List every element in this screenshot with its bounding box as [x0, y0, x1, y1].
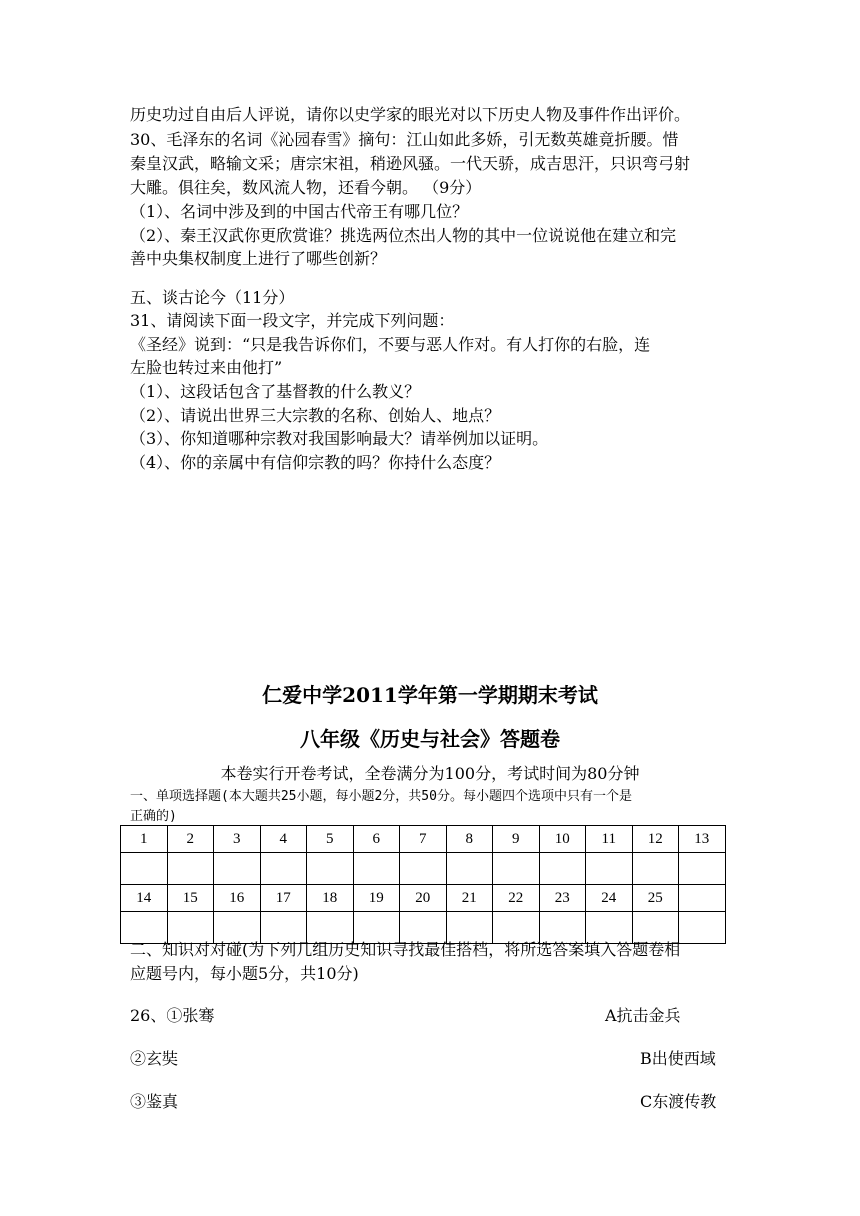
exam-instructions: 本卷实行开卷考试，全卷满分为100分，考试时间为80分钟 [220, 764, 640, 783]
q-number-cell: 15 [167, 885, 214, 912]
part2-heading-line1: 二、知识对对碰(为下列几组历史知识寻找最佳搭档，将所选答案填入答题卷相 [130, 940, 681, 959]
answer-cell[interactable] [307, 853, 354, 885]
q-number-cell: 8 [446, 826, 493, 853]
answer-cell[interactable] [400, 853, 447, 885]
answer-grid-blank-row [121, 853, 726, 885]
q30-line1: 30、毛泽东的名词《沁园春雪》摘句：江山如此多娇，引无数英雄竟折腰。惜 [130, 130, 679, 149]
answer-sheet-title: 八年级《历史与社会》答题卷 [300, 727, 560, 751]
q-number-cell: 23 [539, 885, 586, 912]
q-number-cell: 22 [493, 885, 540, 912]
answer-grid-number-row [121, 826, 726, 853]
q-number-cell: 14 [121, 885, 168, 912]
q-number-cell: 12 [632, 826, 679, 853]
q-number-cell: 16 [214, 885, 261, 912]
q-number-cell: 13 [679, 826, 726, 853]
q31-prompt: 31、请阅读下面一段文字，并完成下列问题： [130, 311, 455, 330]
answer-cell[interactable] [586, 853, 633, 885]
q-number-cell: 10 [539, 826, 586, 853]
part1-heading-line1: 一、单项选择题(本大题共25小题，每小题2分，共50分。每小题四个选项中只有一个是 [130, 789, 632, 804]
bible-quote-line1: 《圣经》说到：“只是我告诉你们，不要与恶人作对。有人打你的右脸，连 [130, 335, 651, 354]
answer-cell[interactable] [679, 912, 726, 944]
q-number-cell: 1 [121, 826, 168, 853]
q-number-cell: 18 [307, 885, 354, 912]
q-number-cell: 19 [353, 885, 400, 912]
q26-item-jianzhen: ③鉴真 [130, 1092, 179, 1111]
q-number-cell: 25 [632, 885, 679, 912]
answer-cell[interactable] [493, 853, 540, 885]
answer-cell[interactable] [167, 853, 214, 885]
q30-line2: 秦皇汉武，略输文采；唐宗宋祖，稍逊风骚。一代天骄，成吉思汗，只识弯弓射 [130, 154, 691, 173]
q-number-cell: 11 [586, 826, 633, 853]
q30-sub2-line1: （2）、秦王汉武你更欣赏谁？挑选两位杰出人物的其中一位说说他在建立和完 [130, 226, 677, 245]
q26-item-zhang-qian: 26、①张骞 [130, 1006, 215, 1025]
q-number-cell: 5 [307, 826, 354, 853]
q-number-cell: 6 [353, 826, 400, 853]
q-number-cell: 3 [214, 826, 261, 853]
q-number-cell: 21 [446, 885, 493, 912]
q31-sub4: （4）、你的亲属中有信仰宗教的吗？你持什么态度？ [130, 453, 501, 472]
q-number-cell: 2 [167, 826, 214, 853]
q-number-cell [679, 885, 726, 912]
part1-heading-line2: 正确的) [130, 809, 177, 824]
answer-cell[interactable] [679, 853, 726, 885]
answer-cell[interactable] [214, 853, 261, 885]
answer-cell[interactable] [260, 853, 307, 885]
part2-heading-line2: 应题号内，每小题5分，共10分) [130, 964, 359, 983]
answer-cell[interactable] [353, 853, 400, 885]
answer-grid [120, 825, 726, 944]
q26-option-b: B出使西域 [640, 1049, 716, 1068]
answer-cell[interactable] [632, 853, 679, 885]
q-number-cell: 20 [400, 885, 447, 912]
bible-quote-line2: 左脸也转过来由他打” [130, 358, 283, 377]
q31-sub3: （3）、你知道哪种宗教对我国影响最大？请举例加以证明。 [130, 429, 549, 448]
school-exam-title: 仁爱中学2011学年第一学期期末考试 [262, 683, 598, 707]
q-number-cell: 17 [260, 885, 307, 912]
section5-heading: 五、谈古论今（11分） [130, 288, 295, 307]
answer-grid-number-row [121, 885, 726, 912]
answer-cell[interactable] [121, 853, 168, 885]
answer-cell[interactable] [446, 853, 493, 885]
q-number-cell: 24 [586, 885, 633, 912]
q31-sub1: （1）、这段话包含了基督教的什么教义？ [130, 382, 421, 401]
q-number-cell: 9 [493, 826, 540, 853]
q-number-cell: 7 [400, 826, 447, 853]
q26-item-xuanzang: ②玄奘 [130, 1049, 179, 1068]
q26-option-c: C东渡传教 [640, 1092, 717, 1111]
q26-option-a: A抗击金兵 [605, 1006, 681, 1025]
answer-cell[interactable] [539, 853, 586, 885]
q30-line3: 大雕。俱往矣，数风流人物，还看今朝。 （9分） [130, 178, 482, 197]
q31-sub2: （2）、请说出世界三大宗教的名称、创始人、地点？ [130, 406, 501, 425]
q-number-cell: 4 [260, 826, 307, 853]
q30-sub2-line2: 善中央集权制度上进行了哪些创新？ [130, 249, 387, 268]
q30-sub1: （1）、名词中涉及到的中国古代帝王有哪几位？ [130, 202, 469, 221]
q30-intro: 历史功过自由后人评说，请你以史学家的眼光对以下历史人物及事件作出评价。 [130, 105, 691, 124]
